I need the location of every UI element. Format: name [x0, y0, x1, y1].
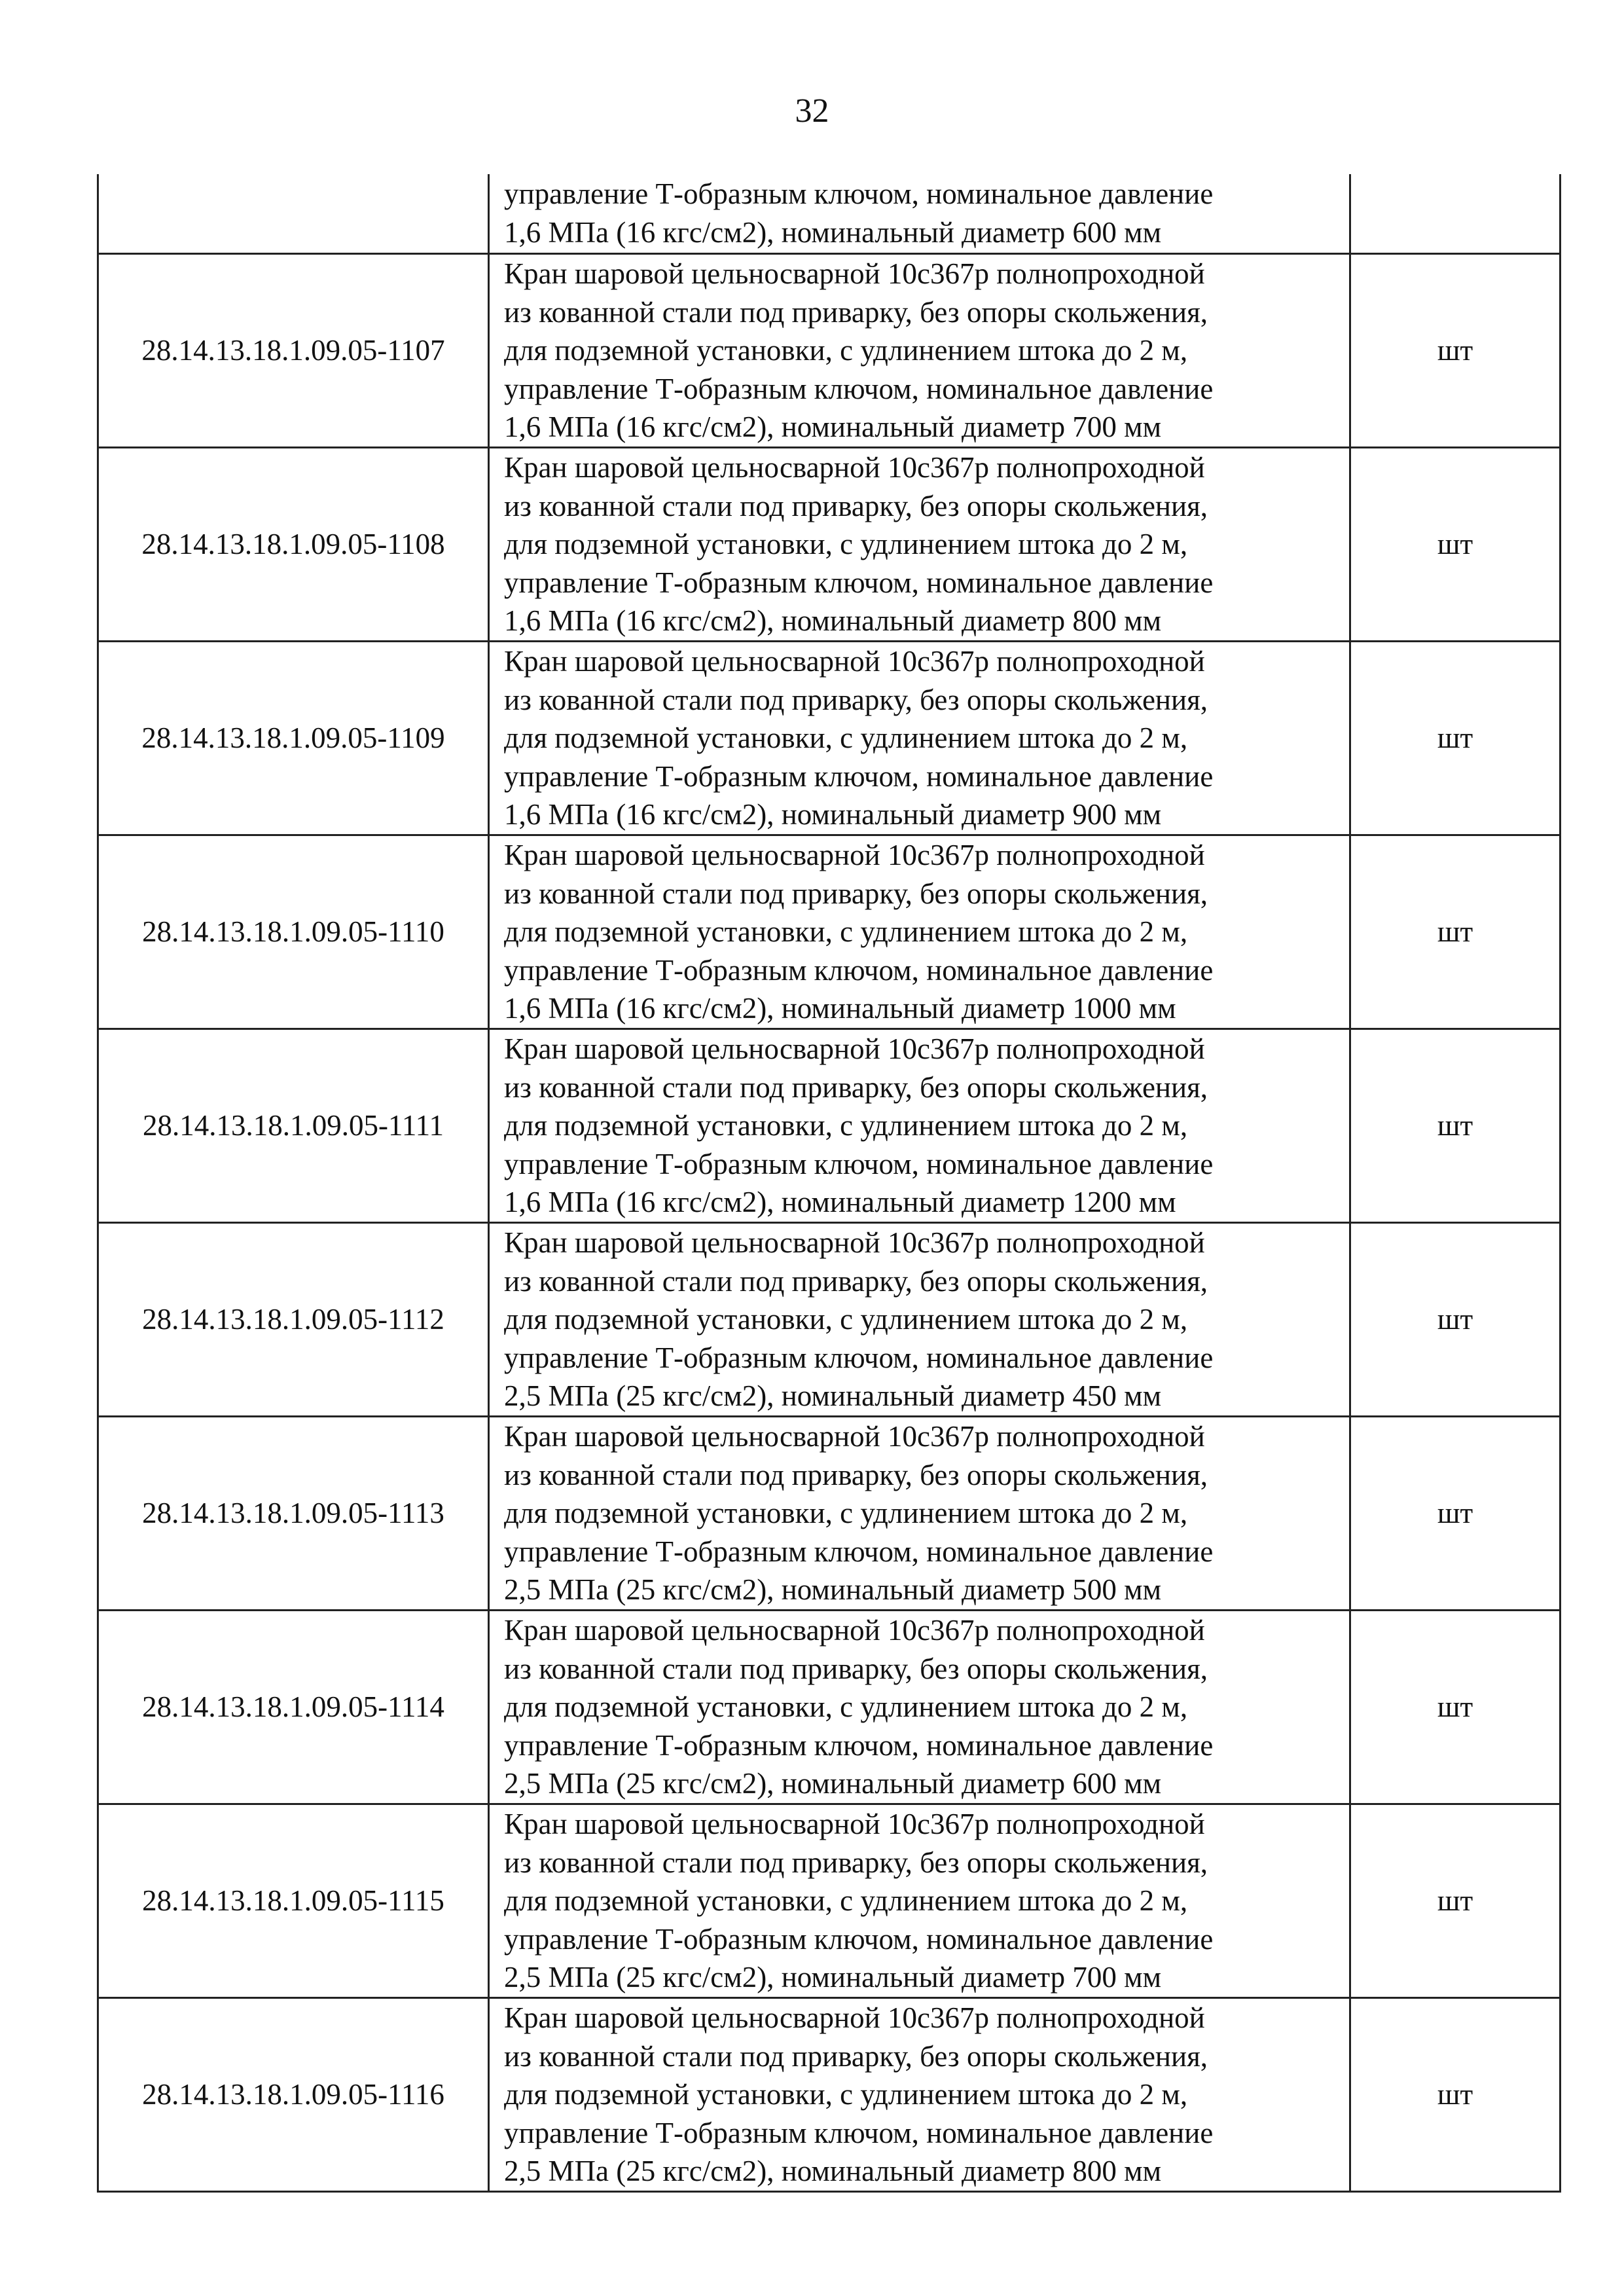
description-line: 2,5 МПа (25 кгс/см2), номинальный диаметр 800 мм: [504, 2155, 1162, 2188]
specification-table: [97, 174, 1561, 2193]
description-line: 1,6 МПа (16 кгс/см2), номинальный диаметр 800 мм: [504, 604, 1162, 638]
description-line: управление Т-образным ключом, номинальное давление: [504, 1341, 1214, 1374]
table-row: [98, 1417, 1561, 1611]
description-line: Кран шаровой цельносварной 10с367р полнопроходной: [504, 1614, 1205, 1647]
description-cell: [489, 1998, 1350, 2192]
description-line: 1,6 МПа (16 кгс/см2), номинальный диаметр 1200 мм: [504, 1186, 1176, 1219]
code-cell: 28.14.13.18.1.09.05-1107: [98, 254, 489, 448]
code-cell: 28.14.13.18.1.09.05-1113: [98, 1417, 489, 1611]
code-cell: 28.14.13.18.1.09.05-1112: [98, 1223, 489, 1417]
description-cell: [489, 1611, 1350, 1804]
unit-cell: шт: [1350, 448, 1561, 642]
description-line: управление Т-образным ключом, номинальное давление: [504, 759, 1214, 793]
code-cell: [98, 174, 489, 254]
description-line: для подземной установки, с удлинением штока до 2 м,: [504, 1109, 1188, 1142]
description-cell: [489, 1804, 1350, 1998]
description-line: Кран шаровой цельносварной 10с367р полнопроходной: [504, 2001, 1205, 2035]
description-cell: [489, 1223, 1350, 1417]
description-line: Кран шаровой цельносварной 10с367р полнопроходной: [504, 1226, 1205, 1260]
description-line: управление Т-образным ключом, номинальное давление: [504, 1922, 1214, 1956]
description-line: управление Т-образным ключом, номинальное давление: [504, 372, 1214, 405]
description-line: Кран шаровой цельносварной 10с367р полнопроходной: [504, 1032, 1205, 1066]
description-line: 1,6 МПа (16 кгс/см2), номинальный диаметр 600 мм: [504, 216, 1162, 249]
description-cell: [489, 1417, 1350, 1611]
description-line: Кран шаровой цельносварной 10с367р полнопроходной: [504, 451, 1205, 484]
description-cell: [489, 835, 1350, 1029]
description-line: управление Т-образным ключом, номинальное давление: [504, 177, 1214, 211]
description-line: управление Т-образным ключом, номинальное давление: [504, 566, 1214, 599]
table-row: [98, 835, 1561, 1029]
table-row: [98, 1029, 1561, 1223]
description-cell: [489, 448, 1350, 642]
description-line: из кованной стали под приварку, без опоры скольжения,: [504, 1458, 1208, 1491]
table-row: [98, 1223, 1561, 1417]
description-line: Кран шаровой цельносварной 10с367р полнопроходной: [504, 1808, 1205, 1841]
description-line: управление Т-образным ключом, номинальное давление: [504, 1728, 1214, 1762]
description-line: из кованной стали под приварку, без опоры скольжения,: [504, 1652, 1208, 1685]
description-line: из кованной стали под приварку, без опоры скольжения,: [504, 1264, 1208, 1298]
code-cell: 28.14.13.18.1.09.05-1110: [98, 835, 489, 1029]
description-cell: [489, 174, 1350, 254]
code-cell: 28.14.13.18.1.09.05-1114: [98, 1611, 489, 1804]
description-line: для подземной установки, с удлинением штока до 2 м,: [504, 1884, 1188, 1918]
description-line: из кованной стали под приварку, без опоры скольжения,: [504, 1846, 1208, 1879]
description-line: для подземной установки, с удлинением штока до 2 м,: [504, 721, 1188, 755]
description-cell: [489, 254, 1350, 448]
unit-cell: шт: [1350, 1998, 1561, 2192]
unit-cell: шт: [1350, 254, 1561, 448]
table-row-continuation: [98, 174, 1561, 254]
description-line: для подземной установки, с удлинением штока до 2 м,: [504, 528, 1188, 561]
description-line: 2,5 МПа (25 кгс/см2), номинальный диаметр 600 мм: [504, 1767, 1162, 1800]
description-line: управление Т-образным ключом, номинальное давление: [504, 953, 1214, 987]
description-cell: [489, 642, 1350, 835]
description-line: из кованной стали под приварку, без опоры скольжения,: [504, 683, 1208, 716]
table-row: [98, 642, 1561, 835]
table-row: [98, 448, 1561, 642]
unit-cell: шт: [1350, 642, 1561, 835]
description-line: для подземной установки, с удлинением штока до 2 м,: [504, 1497, 1188, 1530]
description-line: из кованной стали под приварку, без опоры скольжения,: [504, 2039, 1208, 2073]
description-line: из кованной стали под приварку, без опоры скольжения,: [504, 1070, 1208, 1104]
description-line: управление Т-образным ключом, номинальное давление: [504, 1535, 1214, 1568]
table-row: [98, 254, 1561, 448]
table-row: [98, 1804, 1561, 1998]
description-line: из кованной стали под приварку, без опоры скольжения,: [504, 295, 1208, 329]
description-line: управление Т-образным ключом, номинальное давление: [504, 1147, 1214, 1180]
description-line: 1,6 МПа (16 кгс/см2), номинальный диаметр 900 мм: [504, 798, 1162, 831]
unit-cell: шт: [1350, 1611, 1561, 1804]
description-line: 1,6 МПа (16 кгс/см2), номинальный диаметр 700 мм: [504, 410, 1162, 444]
description-line: из кованной стали под приварку, без опоры скольжения,: [504, 489, 1208, 522]
description-line: для подземной установки, с удлинением штока до 2 м,: [504, 915, 1188, 949]
table-row: [98, 1998, 1561, 2192]
page-number: 32: [795, 92, 829, 130]
unit-cell: шт: [1350, 1029, 1561, 1223]
table-row: [98, 1611, 1561, 1804]
description-line: управление Т-образным ключом, номинальное давление: [504, 2116, 1214, 2149]
description-line: для подземной установки, с удлинением штока до 2 м,: [504, 1303, 1188, 1336]
code-cell: 28.14.13.18.1.09.05-1109: [98, 642, 489, 835]
description-line: Кран шаровой цельносварной 10с367р полнопроходной: [504, 257, 1205, 291]
unit-cell: шт: [1350, 1804, 1561, 1998]
description-line: 2,5 МПа (25 кгс/см2), номинальный диаметр 700 мм: [504, 1961, 1162, 1994]
description-line: для подземной установки, с удлинением штока до 2 м,: [504, 1690, 1188, 1724]
unit-cell: шт: [1350, 1417, 1561, 1611]
code-cell: 28.14.13.18.1.09.05-1108: [98, 448, 489, 642]
code-cell: 28.14.13.18.1.09.05-1116: [98, 1998, 489, 2192]
description-line: Кран шаровой цельносварной 10с367р полнопроходной: [504, 645, 1205, 678]
description-line: 2,5 МПа (25 кгс/см2), номинальный диаметр 450 мм: [504, 1379, 1162, 1413]
code-cell: 28.14.13.18.1.09.05-1111: [98, 1029, 489, 1223]
unit-cell: шт: [1350, 835, 1561, 1029]
unit-cell: шт: [1350, 1223, 1561, 1417]
description-line: для подземной установки, с удлинением штока до 2 м,: [504, 2078, 1188, 2111]
unit-cell: [1350, 174, 1561, 254]
description-line: 1,6 МПа (16 кгс/см2), номинальный диаметр 1000 мм: [504, 992, 1176, 1025]
description-line: Кран шаровой цельносварной 10с367р полнопроходной: [504, 839, 1205, 872]
description-line: Кран шаровой цельносварной 10с367р полнопроходной: [504, 1420, 1205, 1453]
description-line: для подземной установки, с удлинением штока до 2 м,: [504, 334, 1188, 367]
code-cell: 28.14.13.18.1.09.05-1115: [98, 1804, 489, 1998]
description-line: 2,5 МПа (25 кгс/см2), номинальный диаметр 500 мм: [504, 1573, 1162, 1607]
description-line: из кованной стали под приварку, без опоры скольжения,: [504, 877, 1208, 910]
table-body: [98, 174, 1561, 2192]
description-cell: [489, 1029, 1350, 1223]
